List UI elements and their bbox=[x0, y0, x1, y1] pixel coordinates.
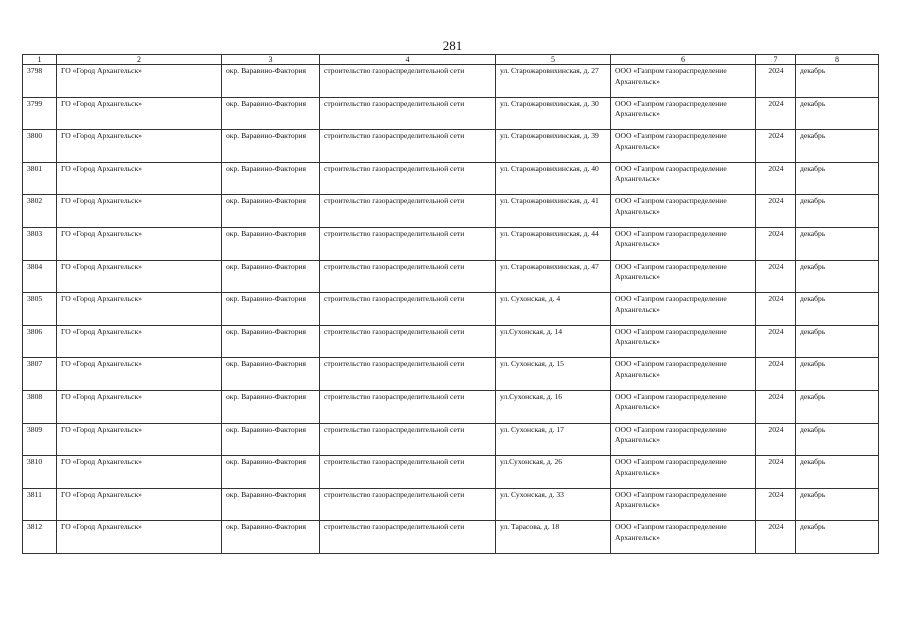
row-number-cell bbox=[23, 456, 57, 489]
table-row bbox=[23, 488, 879, 521]
row-number-cell bbox=[23, 97, 57, 130]
year-cell bbox=[756, 65, 796, 98]
address-text: ул.Сухонская, д. 16 bbox=[500, 391, 563, 401]
district-cell bbox=[222, 162, 320, 195]
row-number-text: 3799 bbox=[27, 98, 43, 108]
municipality-cell bbox=[57, 293, 222, 326]
organization-cell bbox=[611, 390, 756, 423]
organization-cell bbox=[611, 358, 756, 391]
address-text: ул. Старожаровихинская, д. 41 bbox=[500, 196, 599, 206]
organization-text: ООО «Газпром газораспределение Архангельск» bbox=[615, 522, 727, 542]
municipality-cell bbox=[57, 260, 222, 293]
column-header: 6 bbox=[611, 55, 756, 65]
address-text: ул. Старожаровихинская, д. 30 bbox=[500, 98, 599, 108]
municipality-text: ГО «Город Архангельск» bbox=[61, 522, 142, 532]
row-number-text: 3807 bbox=[27, 359, 43, 369]
address-text: ул. Сухонская, д. 15 bbox=[500, 359, 564, 369]
table-row bbox=[23, 195, 879, 228]
column-header: 1 bbox=[23, 55, 57, 65]
month-text: декабрь bbox=[800, 66, 826, 75]
address-text: ул.Сухонская, д. 14 bbox=[500, 326, 563, 336]
row-number-text: 3808 bbox=[27, 391, 43, 401]
work-type-cell bbox=[320, 325, 496, 358]
table-row bbox=[23, 130, 879, 163]
district-cell bbox=[222, 293, 320, 326]
district-text: окр. Варавино-Фактория bbox=[226, 98, 307, 108]
municipality-text: ГО «Город Архангельск» bbox=[61, 359, 142, 369]
district-text: окр. Варавино-Фактория bbox=[226, 326, 307, 336]
municipality-cell bbox=[57, 162, 222, 195]
district-text: окр. Варавино-Фактория bbox=[226, 489, 307, 499]
address-cell bbox=[496, 65, 611, 98]
district-cell bbox=[222, 227, 320, 260]
address-text: ул. Сухонская, д. 4 bbox=[500, 294, 561, 304]
month-cell bbox=[796, 325, 879, 358]
row-number-cell bbox=[23, 293, 57, 326]
year-cell bbox=[756, 195, 796, 228]
year-text: 2024 bbox=[768, 294, 784, 304]
work-type-text: строительство газораспределительной сети bbox=[324, 457, 465, 467]
organization-cell bbox=[611, 521, 756, 554]
address-cell bbox=[496, 521, 611, 554]
district-cell bbox=[222, 260, 320, 293]
year-text: 2024 bbox=[768, 522, 784, 532]
year-text: 2024 bbox=[768, 359, 784, 369]
month-text: декабрь bbox=[800, 522, 826, 532]
address-cell bbox=[496, 456, 611, 489]
district-text: окр. Варавино-Фактория bbox=[226, 457, 307, 467]
work-type-text: строительство газораспределительной сети bbox=[324, 163, 465, 173]
year-cell bbox=[756, 390, 796, 423]
year-text: 2024 bbox=[768, 131, 784, 141]
district-text: окр. Варавино-Фактория bbox=[226, 261, 307, 271]
address-cell bbox=[496, 488, 611, 521]
district-cell bbox=[222, 358, 320, 391]
gas-network-table bbox=[22, 54, 879, 554]
municipality-cell bbox=[57, 488, 222, 521]
organization-text: ООО «Газпром газораспределение Архангельск» bbox=[615, 131, 727, 151]
table-row bbox=[23, 227, 879, 260]
municipality-cell bbox=[57, 358, 222, 391]
organization-text: ООО «Газпром газораспределение Архангельск» bbox=[615, 391, 727, 412]
address-text: ул. Старожаровихинская, д. 27 bbox=[500, 66, 599, 75]
month-cell bbox=[796, 390, 879, 423]
year-cell bbox=[756, 260, 796, 293]
month-text: декабрь bbox=[800, 424, 826, 434]
district-text: окр. Варавино-Фактория bbox=[226, 196, 307, 206]
district-text: окр. Варавино-Фактория bbox=[226, 163, 307, 173]
row-number-cell bbox=[23, 325, 57, 358]
table-row bbox=[23, 162, 879, 195]
month-text: декабрь bbox=[800, 98, 826, 108]
page-number: 281 bbox=[442, 38, 463, 53]
organization-cell bbox=[611, 195, 756, 228]
month-text: декабрь bbox=[800, 489, 826, 499]
month-cell bbox=[796, 456, 879, 489]
table-row bbox=[23, 521, 879, 554]
municipality-text: ГО «Город Архангельск» bbox=[61, 489, 142, 499]
year-cell bbox=[756, 293, 796, 326]
work-type-text: строительство газораспределительной сети bbox=[324, 228, 465, 238]
district-text: окр. Варавино-Фактория bbox=[226, 522, 307, 532]
row-number-text: 3809 bbox=[27, 424, 43, 434]
municipality-cell bbox=[57, 227, 222, 260]
address-text: ул. Старожаровихинская, д. 39 bbox=[500, 131, 599, 141]
address-cell bbox=[496, 195, 611, 228]
year-text: 2024 bbox=[768, 326, 784, 336]
month-cell bbox=[796, 65, 879, 98]
municipality-text: ГО «Город Архангельск» bbox=[61, 261, 142, 271]
district-cell bbox=[222, 130, 320, 163]
month-cell bbox=[796, 97, 879, 130]
row-number-cell bbox=[23, 358, 57, 391]
work-type-text: строительство газораспределительной сети bbox=[324, 196, 465, 206]
work-type-cell bbox=[320, 390, 496, 423]
district-cell bbox=[222, 65, 320, 98]
address-text: ул. Сухонская, д. 17 bbox=[500, 424, 564, 434]
year-cell bbox=[756, 423, 796, 456]
month-cell bbox=[796, 521, 879, 554]
work-type-text: строительство газораспределительной сети bbox=[324, 294, 465, 304]
organization-text: ООО «Газпром газораспределение Архангельск» bbox=[615, 98, 727, 119]
address-cell bbox=[496, 325, 611, 358]
month-cell bbox=[796, 293, 879, 326]
address-cell bbox=[496, 227, 611, 260]
district-text: окр. Варавино-Фактория bbox=[226, 424, 307, 434]
year-text: 2024 bbox=[768, 66, 784, 75]
column-header: 5 bbox=[496, 55, 611, 65]
district-cell bbox=[222, 423, 320, 456]
district-cell bbox=[222, 195, 320, 228]
municipality-text: ГО «Город Архангельск» bbox=[61, 457, 142, 467]
month-cell bbox=[796, 227, 879, 260]
row-number-cell bbox=[23, 162, 57, 195]
organization-text: ООО «Газпром газораспределение Архангельск» bbox=[615, 326, 727, 347]
row-number-text: 3802 bbox=[27, 196, 43, 206]
work-type-cell bbox=[320, 65, 496, 98]
address-text: ул. Сухонская, д. 33 bbox=[500, 489, 564, 499]
district-cell bbox=[222, 456, 320, 489]
row-number-cell bbox=[23, 227, 57, 260]
work-type-cell bbox=[320, 521, 496, 554]
organization-cell bbox=[611, 260, 756, 293]
year-text: 2024 bbox=[768, 228, 784, 238]
table-row bbox=[23, 456, 879, 489]
month-text: декабрь bbox=[800, 228, 826, 238]
municipality-cell bbox=[57, 390, 222, 423]
work-type-cell bbox=[320, 358, 496, 391]
organization-text: ООО «Газпром газораспределение Архангельск» bbox=[615, 196, 727, 216]
work-type-text: строительство газораспределительной сети bbox=[324, 261, 465, 271]
month-cell bbox=[796, 162, 879, 195]
work-type-text: строительство газораспределительной сети bbox=[324, 98, 465, 108]
address-cell bbox=[496, 97, 611, 130]
month-text: декабрь bbox=[800, 294, 826, 304]
organization-cell bbox=[611, 423, 756, 456]
table-body bbox=[23, 65, 879, 554]
month-text: декабрь bbox=[800, 326, 826, 336]
column-header: 2 bbox=[57, 55, 222, 65]
district-cell bbox=[222, 390, 320, 423]
organization-text: ООО «Газпром газораспределение Архангельск» bbox=[615, 261, 727, 282]
row-number-cell bbox=[23, 130, 57, 163]
work-type-text: строительство газораспределительной сети bbox=[324, 131, 465, 141]
municipality-text: ГО «Город Архангельск» bbox=[61, 391, 142, 401]
address-cell bbox=[496, 162, 611, 195]
year-text: 2024 bbox=[768, 489, 784, 499]
work-type-text: строительство газораспределительной сети bbox=[324, 424, 465, 434]
work-type-cell bbox=[320, 456, 496, 489]
district-text: окр. Варавино-Фактория bbox=[226, 66, 307, 75]
organization-cell bbox=[611, 65, 756, 98]
address-cell bbox=[496, 260, 611, 293]
year-text: 2024 bbox=[768, 98, 784, 108]
row-number-text: 3800 bbox=[27, 131, 43, 141]
municipality-cell bbox=[57, 97, 222, 130]
year-cell bbox=[756, 456, 796, 489]
organization-cell bbox=[611, 293, 756, 326]
table-row bbox=[23, 65, 879, 98]
work-type-text: строительство газораспределительной сети bbox=[324, 391, 465, 401]
row-number-text: 3810 bbox=[27, 457, 43, 467]
organization-cell bbox=[611, 488, 756, 521]
row-number-text: 3798 bbox=[27, 66, 43, 75]
municipality-text: ГО «Город Архангельск» bbox=[61, 66, 142, 75]
row-number-cell bbox=[23, 423, 57, 456]
work-type-text: строительство газораспределительной сети bbox=[324, 522, 465, 532]
organization-text: ООО «Газпром газораспределение Архангельск» bbox=[615, 457, 727, 477]
organization-cell bbox=[611, 162, 756, 195]
organization-text: ООО «Газпром газораспределение Архангельск» bbox=[615, 294, 727, 314]
table-row bbox=[23, 390, 879, 423]
work-type-text: строительство газораспределительной сети bbox=[324, 326, 465, 336]
work-type-text: строительство газораспределительной сети bbox=[324, 66, 465, 75]
year-cell bbox=[756, 488, 796, 521]
work-type-cell bbox=[320, 195, 496, 228]
month-text: декабрь bbox=[800, 457, 826, 467]
municipality-cell bbox=[57, 456, 222, 489]
row-number-text: 3804 bbox=[27, 261, 43, 271]
year-text: 2024 bbox=[768, 391, 784, 401]
municipality-cell bbox=[57, 423, 222, 456]
municipality-cell bbox=[57, 325, 222, 358]
year-cell bbox=[756, 162, 796, 195]
column-header: 3 bbox=[222, 55, 320, 65]
year-cell bbox=[756, 358, 796, 391]
district-cell bbox=[222, 488, 320, 521]
row-number-text: 3812 bbox=[27, 522, 43, 532]
address-text: ул. Старожаровихинская, д. 40 bbox=[500, 163, 599, 173]
address-text: ул. Старожаровихинская, д. 47 bbox=[500, 261, 599, 271]
table-row bbox=[23, 358, 879, 391]
municipality-cell bbox=[57, 521, 222, 554]
column-header: 7 bbox=[756, 55, 796, 65]
year-text: 2024 bbox=[768, 424, 784, 434]
row-number-cell bbox=[23, 195, 57, 228]
organization-cell bbox=[611, 97, 756, 130]
work-type-cell bbox=[320, 130, 496, 163]
organization-text: ООО «Газпром газораспределение Архангельск» bbox=[615, 163, 727, 184]
year-text: 2024 bbox=[768, 457, 784, 467]
column-number-header-row bbox=[23, 55, 879, 65]
work-type-cell bbox=[320, 488, 496, 521]
municipality-text: ГО «Город Архангельск» bbox=[61, 326, 142, 336]
month-text: декабрь bbox=[800, 163, 826, 173]
organization-text: ООО «Газпром газораспределение Архангельск» bbox=[615, 359, 727, 379]
row-number-text: 3805 bbox=[27, 294, 43, 304]
row-number-cell bbox=[23, 260, 57, 293]
row-number-text: 3803 bbox=[27, 228, 43, 238]
row-number-text: 3801 bbox=[27, 163, 43, 173]
column-header: 8 bbox=[796, 55, 879, 65]
year-text: 2024 bbox=[768, 196, 784, 206]
address-text: ул.Сухонская, д. 26 bbox=[500, 457, 563, 467]
municipality-text: ГО «Город Архангельск» bbox=[61, 98, 142, 108]
district-cell bbox=[222, 325, 320, 358]
district-text: окр. Варавино-Фактория bbox=[226, 294, 307, 304]
address-cell bbox=[496, 130, 611, 163]
district-text: окр. Варавино-Фактория bbox=[226, 131, 307, 141]
row-number-text: 3811 bbox=[27, 489, 42, 499]
row-number-cell bbox=[23, 488, 57, 521]
column-header: 4 bbox=[320, 55, 496, 65]
municipality-text: ГО «Город Архангельск» bbox=[61, 294, 142, 304]
work-type-cell bbox=[320, 423, 496, 456]
organization-cell bbox=[611, 325, 756, 358]
month-text: декабрь bbox=[800, 359, 826, 369]
year-text: 2024 bbox=[768, 261, 784, 271]
work-type-cell bbox=[320, 293, 496, 326]
month-cell bbox=[796, 130, 879, 163]
municipality-text: ГО «Город Архангельск» bbox=[61, 131, 142, 141]
organization-text: ООО «Газпром газораспределение Архангельск» bbox=[615, 489, 727, 510]
month-cell bbox=[796, 260, 879, 293]
address-text: ул. Старожаровихинская, д. 44 bbox=[500, 228, 599, 238]
month-cell bbox=[796, 358, 879, 391]
address-text: ул. Тарасова, д. 18 bbox=[500, 522, 560, 532]
month-text: декабрь bbox=[800, 196, 826, 206]
district-text: окр. Варавино-Фактория bbox=[226, 359, 307, 369]
year-cell bbox=[756, 130, 796, 163]
table-row bbox=[23, 260, 879, 293]
organization-text: ООО «Газпром газораспределение Архангельск» bbox=[615, 424, 727, 445]
municipality-text: ГО «Город Архангельск» bbox=[61, 424, 142, 434]
work-type-cell bbox=[320, 162, 496, 195]
row-number-cell bbox=[23, 390, 57, 423]
work-type-text: строительство газораспределительной сети bbox=[324, 489, 465, 499]
address-cell bbox=[496, 293, 611, 326]
month-text: декабрь bbox=[800, 261, 826, 271]
organization-text: ООО «Газпром газораспределение Архангельск» bbox=[615, 228, 727, 249]
municipality-cell bbox=[57, 130, 222, 163]
table-row bbox=[23, 423, 879, 456]
address-cell bbox=[496, 358, 611, 391]
address-cell bbox=[496, 423, 611, 456]
row-number-cell bbox=[23, 65, 57, 98]
work-type-cell bbox=[320, 227, 496, 260]
year-cell bbox=[756, 325, 796, 358]
municipality-text: ГО «Город Архангельск» bbox=[61, 163, 142, 173]
organization-text: ООО «Газпром газораспределение Архангельск» bbox=[615, 66, 727, 86]
year-cell bbox=[756, 227, 796, 260]
organization-cell bbox=[611, 130, 756, 163]
month-cell bbox=[796, 423, 879, 456]
district-cell bbox=[222, 521, 320, 554]
address-cell bbox=[496, 390, 611, 423]
table-row bbox=[23, 325, 879, 358]
month-cell bbox=[796, 488, 879, 521]
municipality-text: ГО «Город Архангельск» bbox=[61, 196, 142, 206]
row-number-cell bbox=[23, 521, 57, 554]
district-cell bbox=[222, 97, 320, 130]
row-number-text: 3806 bbox=[27, 326, 43, 336]
organization-cell bbox=[611, 456, 756, 489]
district-text: окр. Варавино-Фактория bbox=[226, 391, 307, 401]
month-cell bbox=[796, 195, 879, 228]
month-text: декабрь bbox=[800, 131, 826, 141]
municipality-cell bbox=[57, 65, 222, 98]
district-text: окр. Варавино-Фактория bbox=[226, 228, 307, 238]
month-text: декабрь bbox=[800, 391, 826, 401]
table-row bbox=[23, 293, 879, 326]
work-type-text: строительство газораспределительной сети bbox=[324, 359, 465, 369]
year-cell bbox=[756, 97, 796, 130]
municipality-text: ГО «Город Архангельск» bbox=[61, 228, 142, 238]
table-row bbox=[23, 97, 879, 130]
work-type-cell bbox=[320, 97, 496, 130]
year-text: 2024 bbox=[768, 163, 784, 173]
municipality-cell bbox=[57, 195, 222, 228]
year-cell bbox=[756, 521, 796, 554]
work-type-cell bbox=[320, 260, 496, 293]
organization-cell bbox=[611, 227, 756, 260]
